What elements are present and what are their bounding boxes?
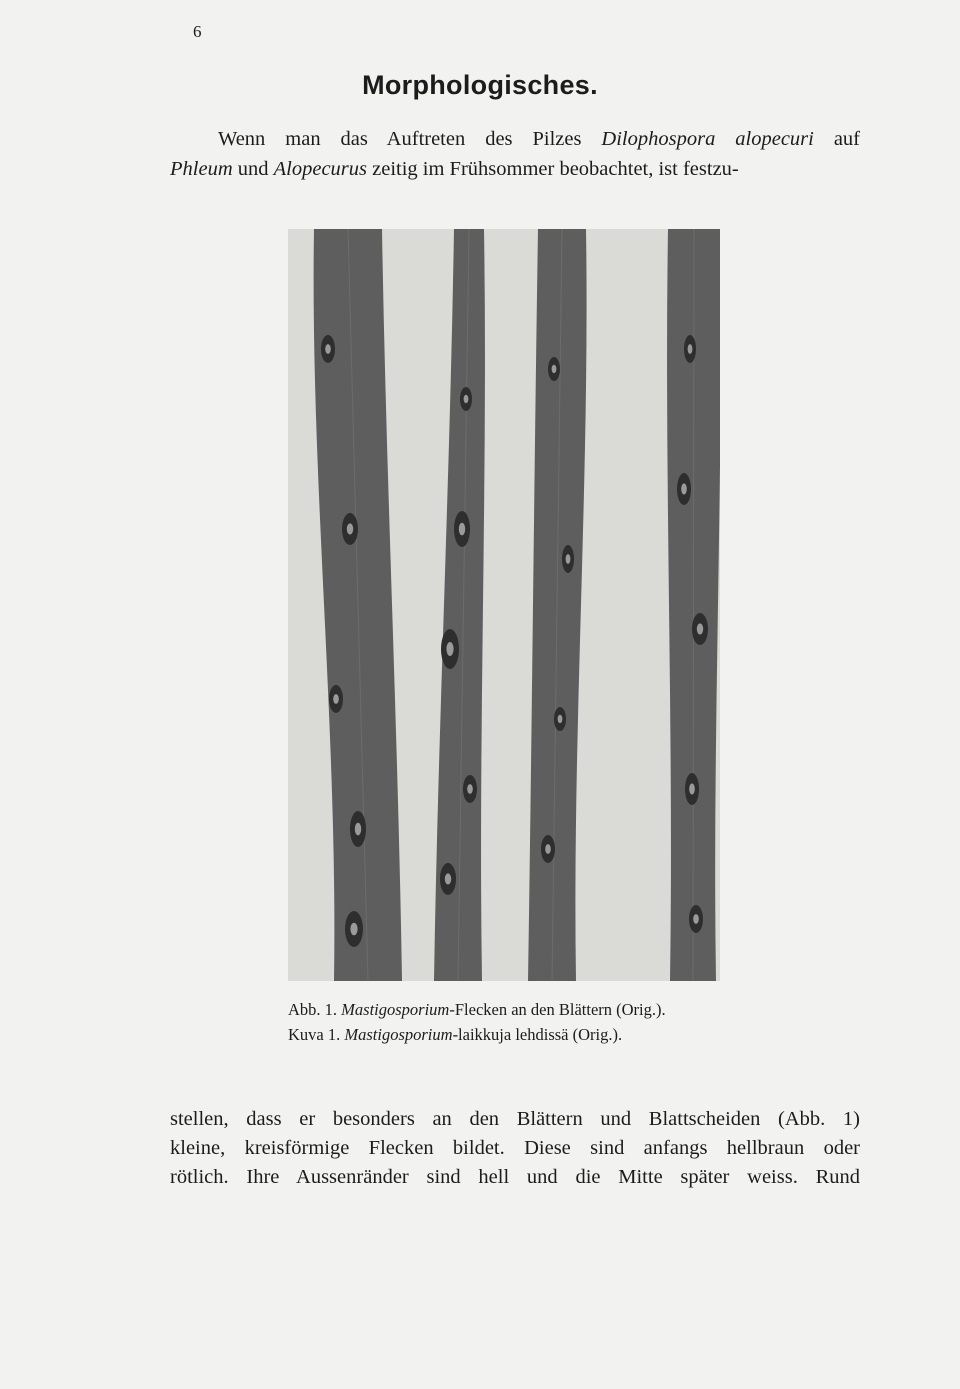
section-heading: Morphologisches. [362,70,598,100]
species-name: Dilophospora alopecuri [601,128,814,150]
intro-text: Wenn man das Auftreten des Pilzes [218,128,602,150]
caption-text: -Flecken an den Blättern (Orig.). [449,1000,666,1019]
leaf-spot-center [459,523,465,536]
leaf-spot-center [693,914,699,924]
caption-german [0,997,960,1022]
leaf-photo-svg [288,229,720,981]
leaf-spot-center [467,784,473,794]
leaf-spot-center [350,923,357,936]
leaf-spot-center [333,694,339,704]
intro-paragraph [170,124,860,184]
intro-text: auf [813,128,860,150]
caption-label: Abb. 1. [288,1000,342,1019]
figure-caption [0,997,960,1047]
body-line: kleine, kreisförmige Flecken bildet. Diese sind anfangs hellbraun oder [170,1137,860,1159]
caption-finnish [0,1022,960,1047]
leaf-spot-center [355,823,361,836]
leaf-spot-center [697,623,703,634]
leaf-spot-center [689,783,695,794]
leaf-spot-center [347,523,353,534]
leaf-spot-center [552,365,557,373]
intro-line-1 [170,124,860,154]
leaf-spot-center [688,344,693,354]
leaf-spot-center [446,642,453,656]
leaf-spot-center [558,715,563,723]
caption-species: Mastigosporium [344,1025,453,1044]
body-line: rötlich. Ihre Aussenränder sind hell und die Mitte später weiss. Rund [170,1166,860,1188]
leaf-spot-center [566,554,571,564]
intro-text: zeitig im Frühsommer beobachtet, ist festzu- [367,158,739,180]
leaf-spot-center [681,483,687,494]
body-line: stellen, dass er besonders an den Blättern und Blattscheiden (Abb. 1) [170,1108,860,1130]
leaf-spot-center [325,344,331,354]
body-paragraph [170,1105,860,1192]
caption-text: -laikkuja lehdissä (Orig.). [452,1025,623,1044]
leaf-spot-center [445,873,451,884]
genus-name: Alopecurus [273,158,367,180]
page-number: 6 [193,22,202,41]
leaf-photograph [288,229,720,981]
leaf-spot-center [545,844,551,854]
caption-label: Kuva 1. [288,1025,345,1044]
intro-line-2 [170,154,860,184]
leaf-spot-center [464,395,469,403]
caption-species: Mastigosporium [341,1000,450,1019]
genus-name: Phleum [170,158,233,180]
intro-text: und [232,158,274,180]
